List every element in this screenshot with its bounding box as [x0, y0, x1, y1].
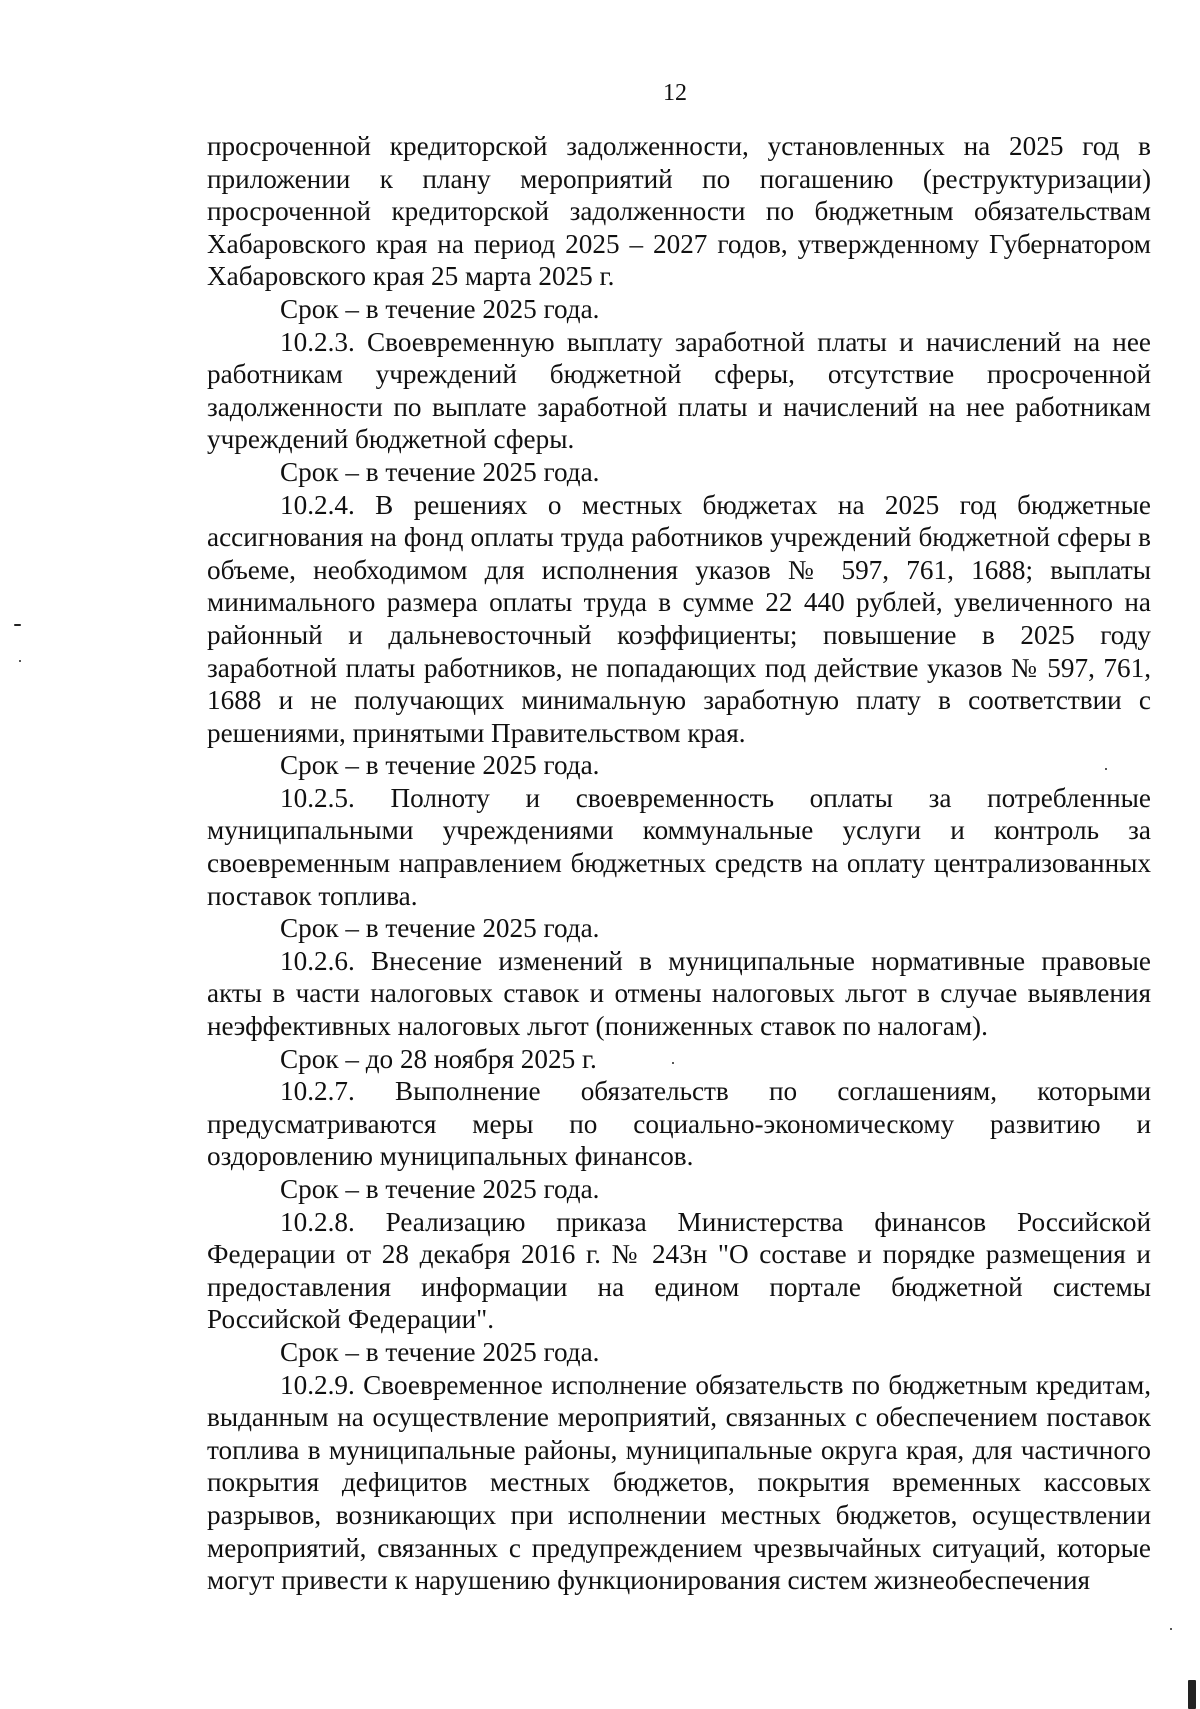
paragraph-10-2-6: 10.2.6. Внесение изменений в муниципальные нормативные правовые акты в части налоговых ставок и отмены налоговых льгот в случае выявления неэффективных налоговых льгот (пониженных ставок по налогам). [207, 945, 1151, 1042]
deadline-line: Срок – в течение 2025 года. [280, 1336, 600, 1367]
paragraph-10-2-4: 10.2.4. В решениях о местных бюджетах на 2025 год бюджетные ассигнования на фонд оплаты труда работников учреждений бюджетной сферы в объеме, необходимом для исполнения указов № 597, 761, 1688; выплаты минимального размера оплаты труда в сумме 22 440 рублей, увеличенного на районный и дальневосточный коэффициенты; повышение в 2025 году заработной платы работников, не попадающих под действие указов № 597, 761, 1688 и не получающих минимальную заработную плату в соответствии с решениями, принятыми Правительством края. [207, 489, 1151, 748]
scan-edge-mark [1188, 1680, 1196, 1709]
paragraph-10-2-9: 10.2.9. Своевременное исполнение обязательств по бюджетным кредитам, выданным на осуществление мероприятий, связанных с обеспечением поставок топлива в муниципальные районы, муниципальные округа края, для частичного покрытия дефицитов местных бюджетов, покрытия временных кассовых разрывов, возникающих при исполнении местных бюджетов, осуществлении мероприятий, связанных с предупреждением чрезвычайных ситуаций, которые могут привести к нарушению функционирования систем жизнеобеспечения [207, 1369, 1151, 1596]
scan-artifact-dot [19, 660, 21, 662]
document-body [207, 130, 1151, 1597]
paragraph-10-2-8: 10.2.8. Реализацию приказа Министерства финансов Российской Федерации от 28 декабря 2016 г. № 243н "О составе и порядке размещения и предоставления информации на едином портале бюджетной системы Российской Федерации". [207, 1206, 1151, 1335]
scan-artifact-dot [672, 1062, 674, 1064]
paragraph-10-2-3: 10.2.3. Своевременную выплату заработной платы и начислений на нее работникам учреждений бюджетной сферы, отсутствие просроченной задолженности по выплате заработной платы и начислений на нее работникам учреждений бюджетной сферы. [207, 326, 1151, 455]
scan-artifact-dash [14, 624, 21, 626]
deadline-line: Срок – до 28 ноября 2025 г. [280, 1043, 597, 1074]
paragraph-10-2-7: 10.2.7. Выполнение обязательств по соглашениям, которыми предусматриваются меры по социально-экономическому развитию и оздоровлению муниципальных финансов. [207, 1076, 1151, 1172]
deadline-line: Срок – в течение 2025 года. [280, 1174, 600, 1204]
scan-artifact-dot [1170, 1628, 1172, 1630]
paragraph-10-2-5: 10.2.5. Полноту и своевременность оплаты за потребленные муниципальными учреждениями коммунальные услуги и контроль за своевременным направлением бюджетных средств на оплату централизованных поставок топлива. [207, 782, 1151, 911]
scan-artifact-dot [1105, 768, 1107, 770]
deadline-line: Срок – в течение 2025 года. [280, 750, 600, 781]
deadline-line: Срок – в течение 2025 года. [280, 456, 600, 487]
page-number: 12 [663, 80, 687, 106]
paragraph: просроченной кредиторской задолженности, установленных на 2025 год в приложении к плану мероприятий по погашению (реструктуризации) просроченной кредиторской задолженности по бюджетным обязательствам Хабаровского края на период 2025 – 2027 годов, утвержденному Губернатором Хабаровского края 25 марта 2025 г. [207, 131, 1151, 292]
deadline-line: Срок – в течение 2025 года. [280, 913, 600, 944]
deadline-line: Срок – в течение 2025 года. [280, 293, 600, 324]
